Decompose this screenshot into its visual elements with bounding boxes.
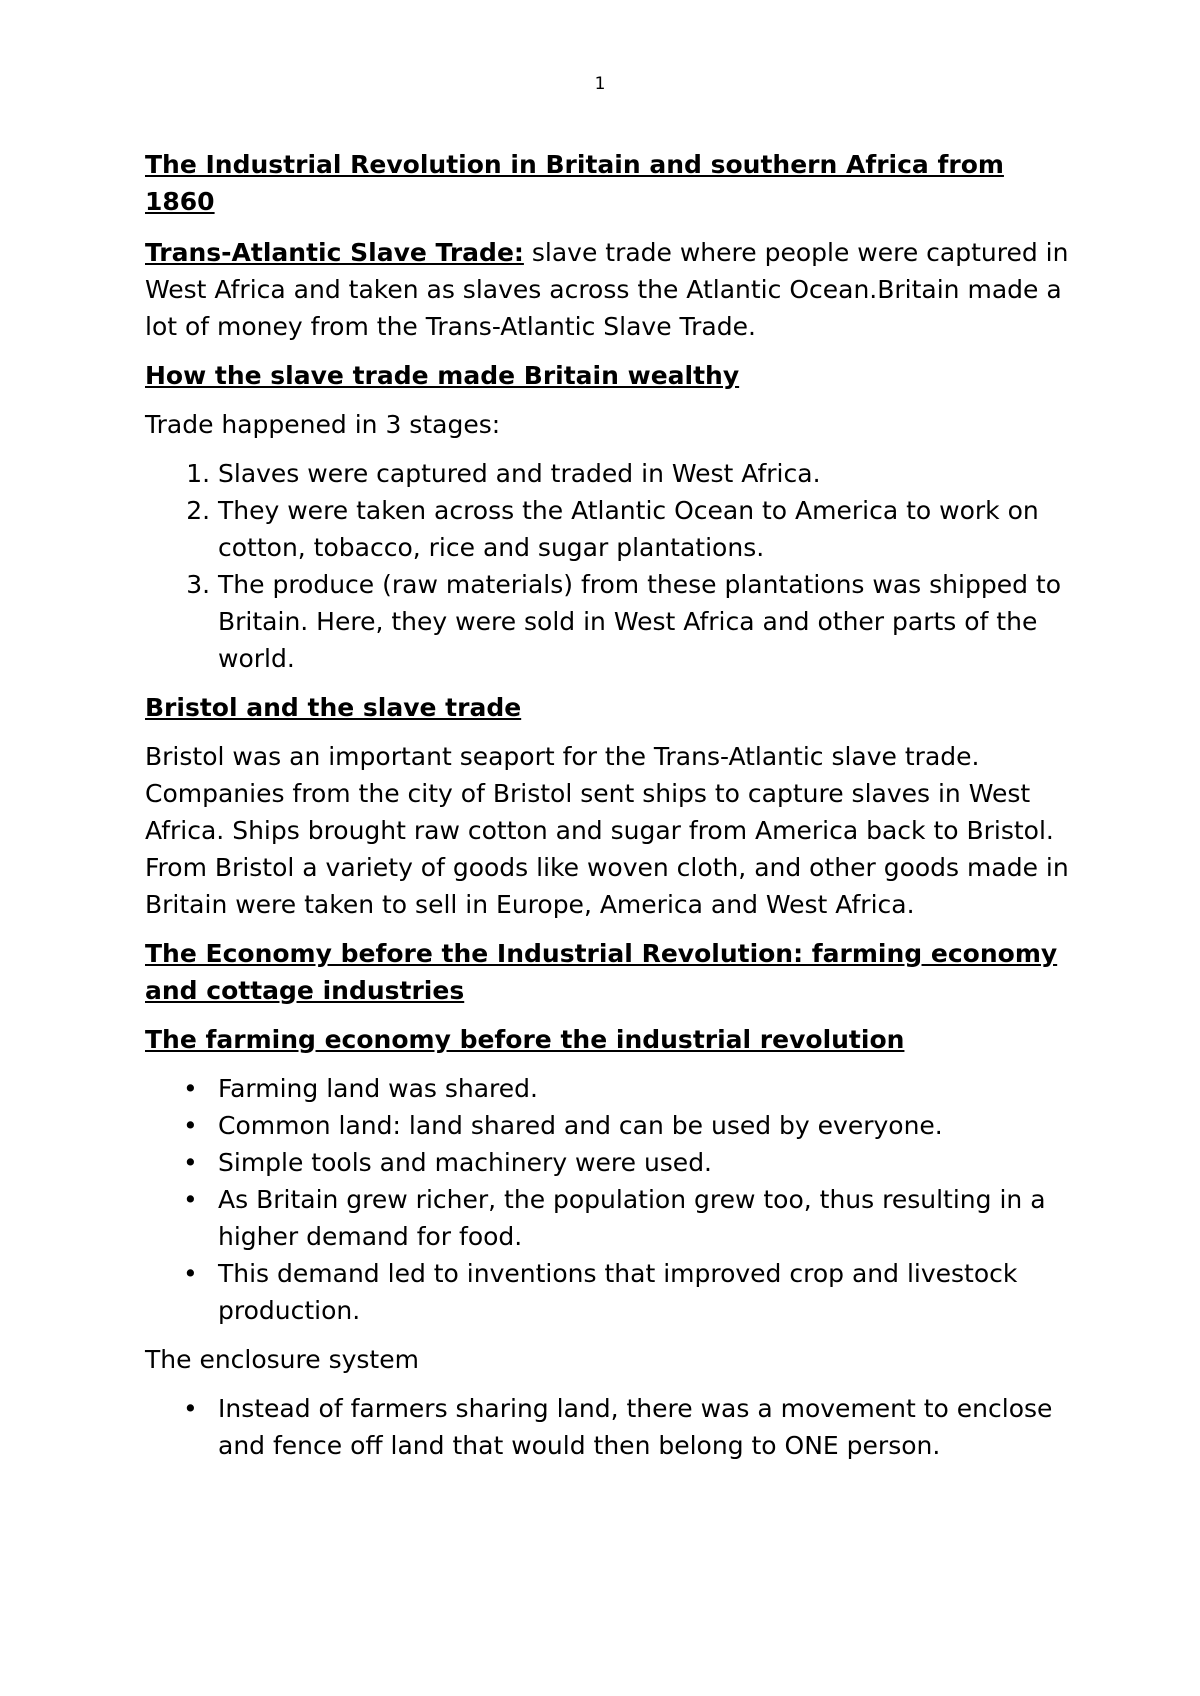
heading-farming-economy: The farming economy before the industrial revolution xyxy=(145,1025,905,1054)
heading-bristol-and-slave-trade: Bristol and the slave trade xyxy=(145,693,522,722)
heading-economy-before-industrial-revolution: The Economy before the Industrial Revolution: farming economy and cottage industries xyxy=(145,939,1058,1005)
enclosure-bullet-list xyxy=(145,1390,1075,1464)
list-item: • This demand led to inventions that improved crop and livestock production. xyxy=(218,1255,1075,1329)
farming-bullet-list xyxy=(145,1070,1075,1329)
bristol-paragraph: Bristol was an important seaport for the Trans-Atlantic slave trade. Companies from the city of Bristol sent ships to capture slaves in West Africa. Ships brought raw cotton and sugar from America back to Bristol. From Bristol a variety of goods like woven cloth, and other goods made in Britain were taken to sell in Europe, America and West Africa. xyxy=(145,742,1069,919)
stages-list xyxy=(145,455,1075,677)
list-item: • Farming land was shared. xyxy=(218,1070,1075,1107)
stage-item: 2. They were taken across the Atlantic Ocean to America to work on cotton, tobacco, rice and sugar plantations. xyxy=(218,492,1075,566)
stage-item: 3. The produce (raw materials) from these plantations was shipped to Britain. Here, they were sold in West Africa and other parts of the world. xyxy=(218,566,1075,677)
heading-how-slave-trade-made-britain-wealthy: How the slave trade made Britain wealthy xyxy=(145,361,740,390)
document-title: The Industrial Revolution in Britain and southern Africa from 1860 xyxy=(145,150,1004,216)
list-item: • Instead of farmers sharing land, there was a movement to enclose and fence off land that would then belong to ONE person. xyxy=(218,1390,1075,1464)
list-item: • Common land: land shared and can be used by everyone. xyxy=(218,1107,1075,1144)
enclosure-system-label: The enclosure system xyxy=(145,1345,419,1374)
list-item: • Simple tools and machinery were used. xyxy=(218,1144,1075,1181)
definition-text: slave trade where people were captured in West Africa and taken as slaves across the Atlantic Ocean.Britain made a lot of money from the Trans-Atlantic Slave Trade. xyxy=(145,238,1069,341)
page-number: 1 xyxy=(594,74,606,94)
document-body xyxy=(145,146,1075,1476)
stage-item: 1. Slaves were captured and traded in West Africa. xyxy=(218,455,1075,492)
stages-intro: Trade happened in 3 stages: xyxy=(145,410,501,439)
definition-paragraph xyxy=(145,234,1075,345)
definition-term: Trans-Atlantic Slave Trade: xyxy=(145,238,524,267)
list-item: • As Britain grew richer, the population grew too, thus resulting in a higher demand for food. xyxy=(218,1181,1075,1255)
